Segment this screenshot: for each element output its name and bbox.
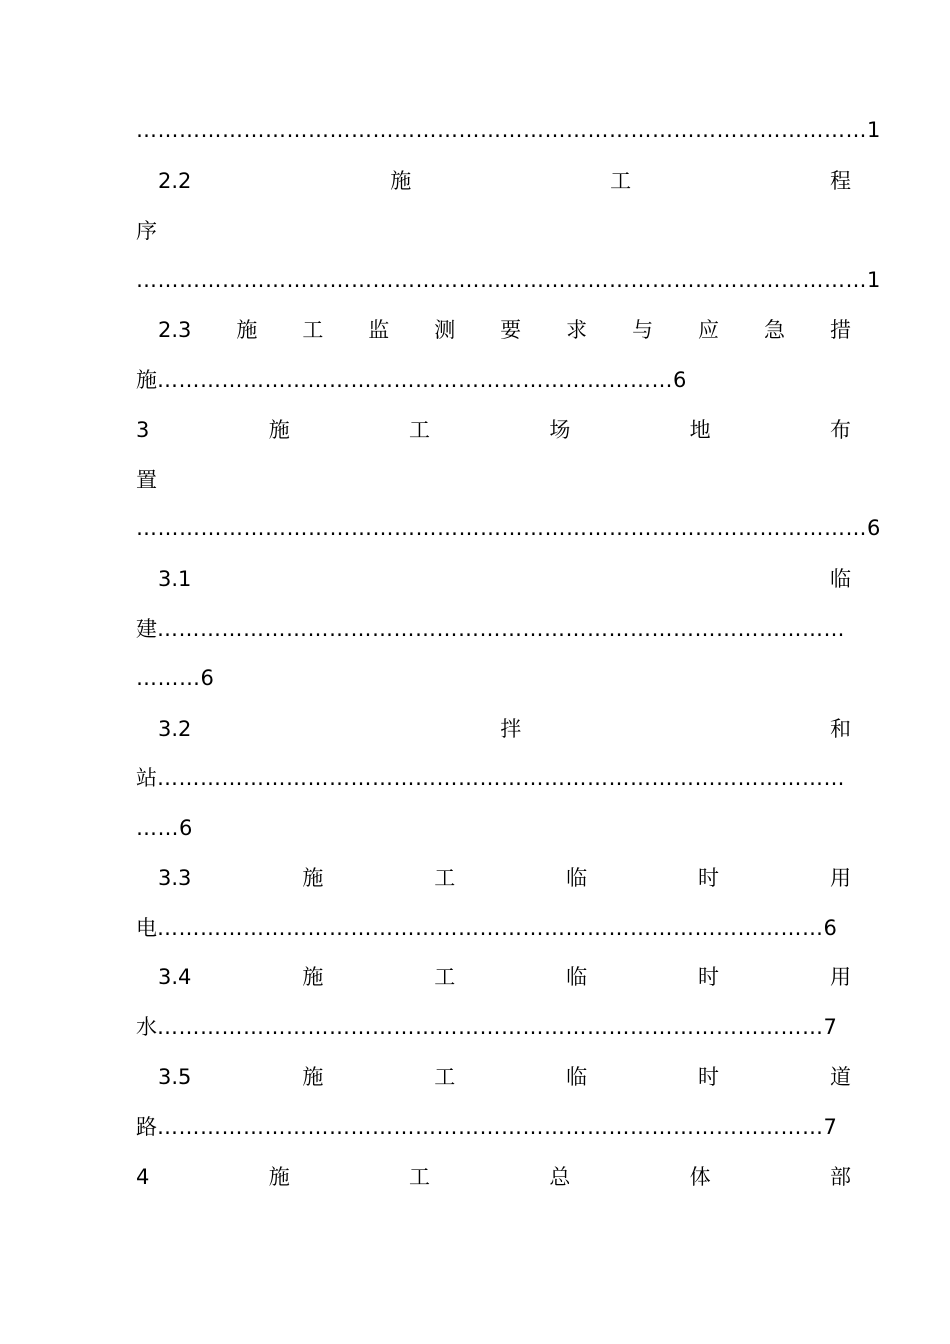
toc-entry-2-2 <box>136 166 851 196</box>
toc-entry-3-4 <box>136 962 851 992</box>
toc-entry-3-3 <box>136 863 851 893</box>
toc-char: 工 <box>610 169 632 193</box>
toc-leader-line <box>136 1112 851 1142</box>
toc-number: 3.4 <box>158 965 192 989</box>
toc-char: 时 <box>698 965 720 989</box>
toc-leader-line <box>136 513 881 543</box>
toc-char: 施 <box>268 418 290 442</box>
toc-char: 时 <box>698 866 720 890</box>
toc-page-number: 1 <box>867 268 881 292</box>
toc-leader-line <box>136 813 851 843</box>
toc-char: 建 <box>136 617 157 641</box>
toc-page-number: 6 <box>673 368 687 392</box>
toc-leader-line <box>136 365 851 395</box>
toc-char: 临 <box>566 965 588 989</box>
toc-entry-2-3 <box>136 315 851 345</box>
toc-page-number: 6 <box>867 516 881 540</box>
toc-char: 施 <box>302 1065 324 1089</box>
toc-number: 3.5 <box>158 1065 192 1089</box>
toc-number: 2.3 <box>158 318 192 342</box>
toc-char: 序 <box>136 219 157 243</box>
toc-number: 4 <box>136 1165 150 1189</box>
toc-page-number: 6 <box>823 916 837 940</box>
toc-char: 水 <box>136 1015 157 1039</box>
toc-char: 站 <box>136 766 157 790</box>
toc-char: 和 <box>830 717 851 741</box>
toc-entry-3-5 <box>136 1062 851 1092</box>
toc-entry-4 <box>136 1162 851 1192</box>
toc-page-number: 6 <box>200 666 214 690</box>
toc-number: 3 <box>136 418 150 442</box>
toc-char: 工 <box>409 1165 430 1189</box>
toc-number: 2.2 <box>158 169 192 193</box>
toc-char: 置 <box>136 468 157 492</box>
toc-dots: ………………………………………………………………………………………… <box>136 118 867 142</box>
toc-number: 3.2 <box>158 717 192 741</box>
toc-char: 拌 <box>500 717 522 741</box>
toc-char: 部 <box>829 1165 851 1189</box>
toc-dots: …… <box>136 816 179 840</box>
toc-dots: ……………………………………………………………… <box>157 368 673 392</box>
toc-char: 施 <box>302 965 324 989</box>
toc-page-number: 1 <box>867 118 881 142</box>
toc-char: 程 <box>829 169 851 193</box>
toc-number: 3.1 <box>158 567 192 591</box>
toc-char: 施 <box>302 866 324 890</box>
toc-char: 工 <box>434 866 456 890</box>
toc-char: 监 <box>368 318 390 342</box>
toc-char: 工 <box>409 418 430 442</box>
toc-char: 施 <box>268 1165 290 1189</box>
toc-char: 道 <box>829 1065 851 1089</box>
toc-char: 施 <box>390 169 412 193</box>
toc-page-number: 7 <box>823 1115 837 1139</box>
toc-leader-line <box>136 265 881 295</box>
toc-char: 时 <box>698 1065 720 1089</box>
toc-char: 测 <box>434 318 456 342</box>
toc-char: 用 <box>829 866 851 890</box>
toc-page-number: 6 <box>179 816 193 840</box>
toc-dots: ………………………………………………………………………………………… <box>136 268 867 292</box>
toc-leader-line <box>136 913 851 943</box>
toc-dots: ………………………………………………………………………………… <box>157 1015 824 1039</box>
toc-page-number: 7 <box>823 1015 837 1039</box>
toc-char: 求 <box>566 318 588 342</box>
toc-dots: …………………………………………………………………………………… <box>157 766 845 790</box>
toc-entry-3 <box>136 415 851 445</box>
toc-leader-line <box>136 663 851 693</box>
toc-continuation <box>136 216 851 246</box>
toc-leader-line <box>136 763 851 793</box>
toc-char: 要 <box>500 318 522 342</box>
toc-entry-3-1 <box>136 564 851 594</box>
toc-char: 工 <box>434 1065 456 1089</box>
toc-char: 工 <box>434 965 456 989</box>
toc-char: 地 <box>689 418 711 442</box>
toc-continuation <box>136 465 851 495</box>
toc-char: 用 <box>829 965 851 989</box>
toc-char: 措 <box>829 318 851 342</box>
toc-leader-line <box>136 614 851 644</box>
toc-char: 与 <box>632 318 654 342</box>
toc-char: 临 <box>830 567 851 591</box>
toc-char: 工 <box>302 318 324 342</box>
toc-char: 急 <box>763 318 785 342</box>
toc-dots: ………………………………………………………………………………… <box>157 916 824 940</box>
toc-char: 施 <box>136 368 157 392</box>
toc-char: 布 <box>829 418 851 442</box>
toc-char: 路 <box>136 1115 157 1139</box>
toc-char: 总 <box>549 1165 571 1189</box>
toc-char: 施 <box>236 318 258 342</box>
toc-char: 临 <box>566 866 588 890</box>
toc-char: 电 <box>136 916 157 940</box>
toc-char: 应 <box>698 318 720 342</box>
toc-entry-3-2 <box>136 714 851 744</box>
toc-dots: ………………………………………………………………………………………… <box>136 516 867 540</box>
toc-number: 3.3 <box>158 866 192 890</box>
toc-dots: …………………………………………………………………………………… <box>157 617 845 641</box>
toc-char: 临 <box>566 1065 588 1089</box>
toc-leader-line <box>136 115 881 145</box>
toc-char: 场 <box>549 418 571 442</box>
toc-dots: ……… <box>136 666 201 690</box>
toc-dots: ………………………………………………………………………………… <box>157 1115 824 1139</box>
toc-char: 体 <box>689 1165 711 1189</box>
toc-leader-line <box>136 1012 851 1042</box>
